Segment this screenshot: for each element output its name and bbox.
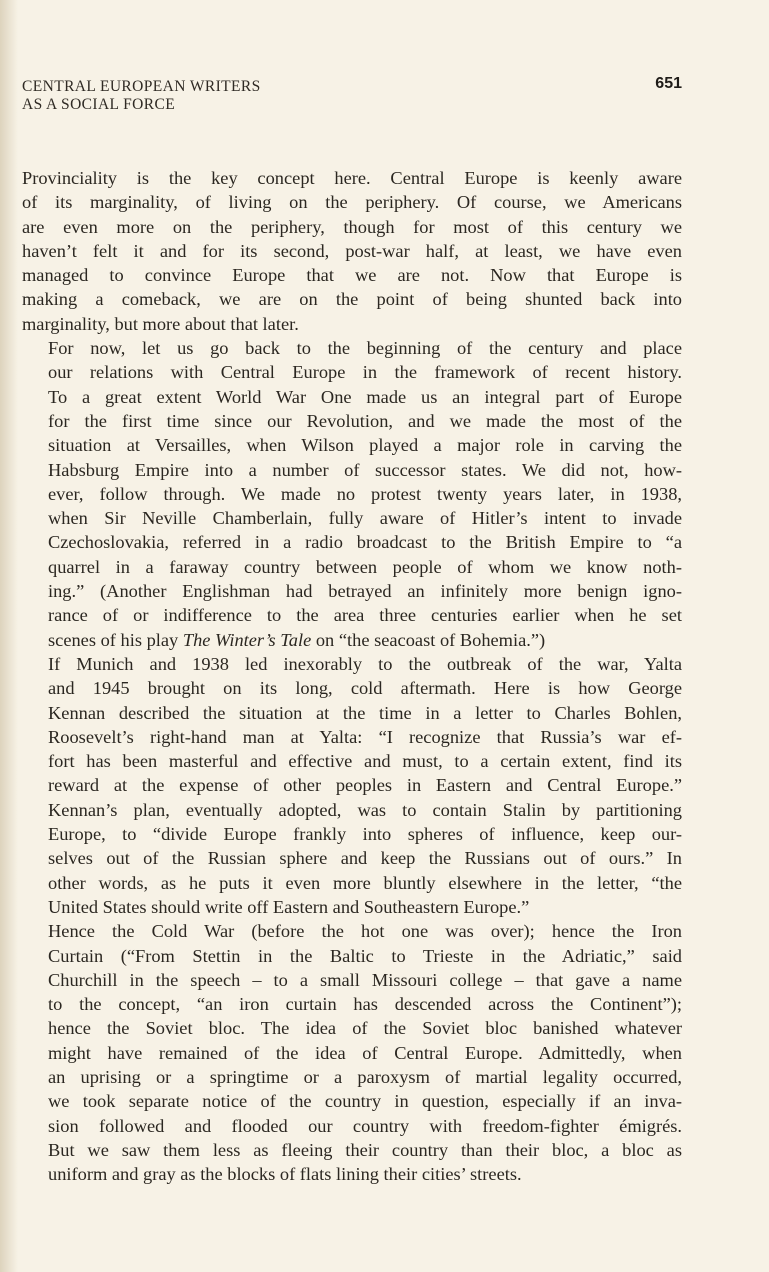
text-line: other words, as he puts it even more bluntly elsewhere in the letter, “the (48, 872, 682, 893)
text-line: Kennan’s plan, eventually adopted, was to contain Stalin by partitioning (48, 799, 682, 820)
body-text (22, 166, 682, 1186)
paragraph-4 (22, 919, 682, 1186)
text-line (22, 628, 682, 652)
running-head-line-1: CENTRAL EUROPEAN WRITERS (22, 78, 261, 95)
text-line: selves out of the Russian sphere and keep the Russians out of ours.” In (48, 848, 682, 869)
text-line: we took separate notice of the country in question, especially if an inva- (48, 1091, 682, 1112)
text-line: Hence the Cold War (before the hot one was over); hence the Iron (48, 921, 682, 942)
text-line: marginality, but more about that later. (22, 313, 299, 334)
text-line: But we saw them less as fleeing their country than their bloc, a bloc as (48, 1139, 682, 1160)
text-line: managed to convince Europe that we are not. Now that Europe is (22, 265, 682, 286)
text-line: to the concept, “an iron curtain has descended across the Continent”); (48, 994, 682, 1015)
text-line: hence the Soviet bloc. The idea of the Soviet bloc banished whatever (48, 1018, 682, 1039)
text-line: Czechoslovakia, referred in a radio broadcast to the British Empire to “a (48, 532, 682, 553)
text-line: Habsburg Empire into a number of successor states. We did not, how- (48, 459, 682, 480)
text-line: Curtain (“From Stettin in the Baltic to Trieste in the Adriatic,” said (48, 945, 682, 966)
text-line: Roosevelt’s right-hand man at Yalta: “I recognize that Russia’s war ef- (48, 726, 682, 747)
text-line: Provinciality is the key concept here. Central Europe is keenly aware (22, 168, 682, 188)
text-line: For now, let us go back to the beginning of the century and place (48, 338, 682, 359)
text-line: Europe, to “divide Europe frankly into spheres of influence, keep our- (48, 824, 682, 845)
text-line: fort has been masterful and effective and must, to a certain extent, find its (48, 751, 682, 772)
text-line: making a comeback, we are on the point of being shunted back into (22, 289, 682, 310)
paragraph-2 (22, 336, 682, 652)
text-line: sion followed and flooded our country with freedom-fighter émigrés. (48, 1115, 682, 1136)
paragraph-1 (22, 166, 682, 336)
text-line: our relations with Central Europe in the framework of recent history. (48, 362, 682, 383)
paragraph-3 (22, 652, 682, 919)
text-line: might have remained of the idea of Central Europe. Admittedly, when (48, 1042, 682, 1063)
text-line: haven’t felt it and for its second, post-war half, at least, we have even (22, 240, 682, 261)
text-line: and 1945 brought on its long, cold aftermath. Here is how George (48, 678, 682, 699)
text-line: for the first time since our Revolution, and we made the most of the (48, 410, 682, 431)
text-line: Kennan described the situation at the time in a letter to Charles Bohlen, (48, 702, 682, 723)
page-gutter-shadow (0, 0, 18, 1272)
page-number: 651 (655, 75, 682, 92)
text-line: uniform and gray as the blocks of flats lining their cities’ streets. (48, 1164, 522, 1185)
text-line: Churchill in the speech – to a small Missouri college – that gave a name (48, 969, 682, 990)
text-line: United States should write off Eastern and Southeastern Europe.” (48, 896, 530, 917)
text-line: are even more on the periphery, though for most of this century we (22, 216, 682, 237)
text-line: reward at the expense of other peoples in Eastern and Central Europe.” (48, 775, 682, 796)
text-line: rance of or indifference to the area three centuries earlier when he set (48, 605, 682, 626)
text-line: an uprising or a springtime or a paroxysm of martial legality occurred, (48, 1066, 682, 1087)
text-run: scenes of his play (48, 629, 183, 650)
text-line: of its marginality, of living on the periphery. Of course, we Americans (22, 192, 682, 213)
text-line: quarrel in a faraway country between people of whom we know noth- (48, 556, 682, 577)
text-line: If Munich and 1938 led inexorably to the outbreak of the war, Yalta (48, 653, 682, 674)
running-head (22, 78, 261, 114)
text-line: situation at Versailles, when Wilson played a major role in carving the (48, 435, 682, 456)
text-line: ing.” (Another Englishman had betrayed an infinitely more benign igno- (48, 581, 682, 602)
text-run: on “the seacoast of Bohemia.”) (311, 629, 546, 650)
play-title: The Winter’s Tale (182, 629, 312, 650)
text-line: ever, follow through. We made no protest twenty years later, in 1938, (48, 483, 682, 504)
text-line: when Sir Neville Chamberlain, fully aware of Hitler’s intent to invade (48, 508, 682, 529)
text-line: To a great extent World War One made us an integral part of Europe (48, 386, 682, 407)
running-head-line-2: AS A SOCIAL FORCE (22, 96, 176, 113)
